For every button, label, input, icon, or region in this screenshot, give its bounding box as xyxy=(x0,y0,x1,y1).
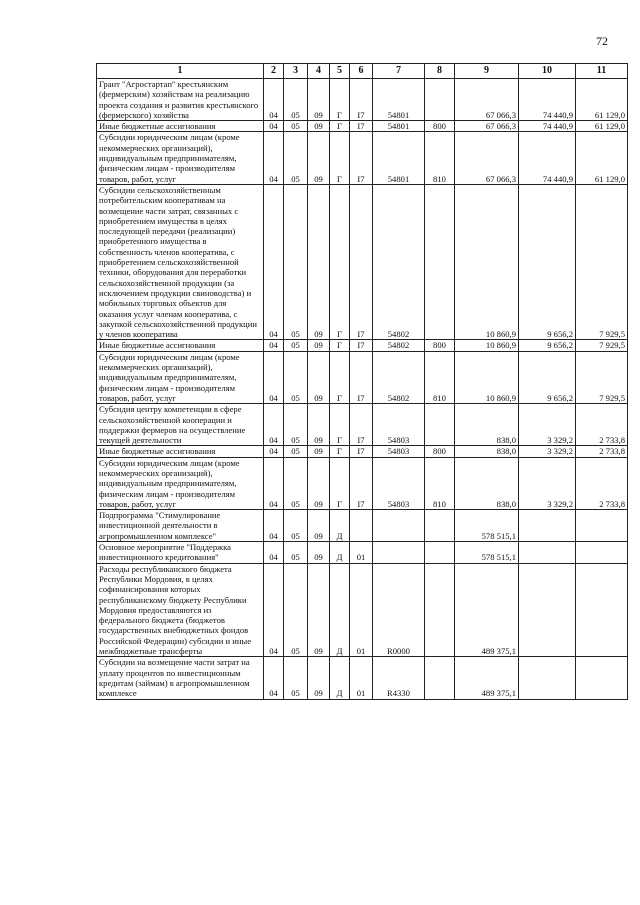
cell-code: Г xyxy=(330,121,350,132)
budget-table xyxy=(96,63,628,700)
cell-code: 54803 xyxy=(373,404,425,446)
cell-amount: 7 929,5 xyxy=(576,340,628,351)
cell-code: 09 xyxy=(308,351,330,403)
cell-amount: 61 129,0 xyxy=(576,79,628,121)
cell-code: 09 xyxy=(308,184,330,339)
column-header: 6 xyxy=(350,64,373,79)
cell-amount: 74 440,9 xyxy=(519,132,576,184)
cell-code xyxy=(425,542,455,564)
table-row xyxy=(97,563,628,657)
column-header: 11 xyxy=(576,64,628,79)
column-header: 1 xyxy=(97,64,264,79)
cell-code: 54803 xyxy=(373,446,425,457)
cell-amount: 3 329,2 xyxy=(519,404,576,446)
cell-code: I7 xyxy=(350,79,373,121)
cell-code: 05 xyxy=(284,657,308,699)
table-row xyxy=(97,404,628,446)
cell-code: 09 xyxy=(308,121,330,132)
table-row xyxy=(97,132,628,184)
cell-amount: 838,0 xyxy=(455,446,519,457)
cell-code: 09 xyxy=(308,132,330,184)
cell-code: 05 xyxy=(284,542,308,564)
cell-amount: 9 656,2 xyxy=(519,351,576,403)
cell-code: 09 xyxy=(308,457,330,509)
cell-code: 09 xyxy=(308,657,330,699)
cell-code: 54803 xyxy=(373,457,425,509)
cell-code: 01 xyxy=(350,542,373,564)
cell-code: 04 xyxy=(264,446,284,457)
cell-code: 800 xyxy=(425,121,455,132)
cell-code: Д xyxy=(330,510,350,542)
table-row xyxy=(97,184,628,339)
cell-code: 09 xyxy=(308,404,330,446)
cell-code: Г xyxy=(330,457,350,509)
row-name: Субсидии юридическим лицам (кроме некоммерческих организаций), индивидуальным предпринимателям, физическим лицам - производителям товаров, работ, услуг xyxy=(97,132,264,184)
cell-code: 09 xyxy=(308,542,330,564)
cell-code: 05 xyxy=(284,121,308,132)
row-name: Иные бюджетные ассигнования xyxy=(97,121,264,132)
cell-code: 04 xyxy=(264,340,284,351)
cell-code: 05 xyxy=(284,340,308,351)
table-row xyxy=(97,79,628,121)
header-row xyxy=(97,64,628,79)
cell-amount: 9 656,2 xyxy=(519,340,576,351)
cell-code: 04 xyxy=(264,563,284,657)
cell-code: Г xyxy=(330,404,350,446)
cell-code: 810 xyxy=(425,351,455,403)
row-name: Иные бюджетные ассигнования xyxy=(97,340,264,351)
cell-code: 05 xyxy=(284,510,308,542)
table-row xyxy=(97,657,628,699)
cell-amount xyxy=(576,510,628,542)
table-row xyxy=(97,340,628,351)
cell-amount: 10 860,9 xyxy=(455,184,519,339)
cell-code: 09 xyxy=(308,340,330,351)
row-name: Субсидии юридическим лицам (кроме некоммерческих организаций), индивидуальным предпринимателям, физическим лицам - производителям товаров, работ, услуг xyxy=(97,457,264,509)
cell-code: 04 xyxy=(264,79,284,121)
table-row xyxy=(97,121,628,132)
cell-code: Г xyxy=(330,184,350,339)
cell-amount: 3 329,2 xyxy=(519,446,576,457)
cell-amount xyxy=(519,657,576,699)
cell-amount: 10 860,9 xyxy=(455,340,519,351)
cell-code: R0000 xyxy=(373,563,425,657)
cell-code: 04 xyxy=(264,404,284,446)
cell-code: I7 xyxy=(350,404,373,446)
cell-amount xyxy=(519,542,576,564)
table-row xyxy=(97,510,628,542)
row-name: Субсидии на возмещение части затрат на уплату процентов по инвестиционным кредитам (займам) в агропромышленном комплексе xyxy=(97,657,264,699)
cell-code xyxy=(425,563,455,657)
cell-amount xyxy=(519,510,576,542)
cell-code: 800 xyxy=(425,446,455,457)
cell-code: 54801 xyxy=(373,121,425,132)
column-header: 4 xyxy=(308,64,330,79)
cell-code: 05 xyxy=(284,351,308,403)
cell-code: 09 xyxy=(308,446,330,457)
cell-amount: 9 656,2 xyxy=(519,184,576,339)
cell-amount: 2 733,8 xyxy=(576,404,628,446)
cell-amount: 578 515,1 xyxy=(455,542,519,564)
cell-code: 800 xyxy=(425,340,455,351)
cell-code: Г xyxy=(330,132,350,184)
cell-amount: 67 066,3 xyxy=(455,132,519,184)
cell-code xyxy=(350,510,373,542)
column-header: 2 xyxy=(264,64,284,79)
cell-amount: 61 129,0 xyxy=(576,132,628,184)
cell-amount: 61 129,0 xyxy=(576,121,628,132)
cell-code xyxy=(425,79,455,121)
cell-code: 04 xyxy=(264,542,284,564)
cell-amount: 2 733,8 xyxy=(576,457,628,509)
cell-code: Г xyxy=(330,351,350,403)
table-row xyxy=(97,351,628,403)
cell-amount: 67 066,3 xyxy=(455,121,519,132)
cell-code: 54802 xyxy=(373,351,425,403)
cell-amount: 578 515,1 xyxy=(455,510,519,542)
cell-amount: 838,0 xyxy=(455,404,519,446)
cell-code: I7 xyxy=(350,340,373,351)
cell-amount: 489 375,1 xyxy=(455,563,519,657)
cell-code: 04 xyxy=(264,510,284,542)
column-header: 8 xyxy=(425,64,455,79)
cell-code: I7 xyxy=(350,132,373,184)
row-name: Грант "Агростартап" крестьянским (фермерским) хозяйствам на реализацию проекта создания и развития крестьянского (фермерского) хозяйства xyxy=(97,79,264,121)
cell-code: 05 xyxy=(284,457,308,509)
column-header: 10 xyxy=(519,64,576,79)
cell-code: 05 xyxy=(284,404,308,446)
cell-code: Г xyxy=(330,446,350,457)
column-header: 7 xyxy=(373,64,425,79)
cell-amount: 2 733,8 xyxy=(576,446,628,457)
cell-code: Д xyxy=(330,657,350,699)
cell-code: I7 xyxy=(350,184,373,339)
row-name: Субсидии сельскохозяйственным потребительским кооперативам на возмещение части затрат, связанных с приобретением имущества в целях последующей передачи (реализации) приобретенного имущества в собственность членов кооператива, с приобретением сельскохозяйственной техники, оборудования для переработки сельскохозяйственной продукции (за исключением продукции свиноводства) и мобильных торговых объектов для оказания услуг членам кооператива, с закупкой сельскохозяйственной продукции у членов кооператива xyxy=(97,184,264,339)
cell-code: 04 xyxy=(264,457,284,509)
cell-code: Д xyxy=(330,563,350,657)
cell-amount: 7 929,5 xyxy=(576,351,628,403)
cell-code: 01 xyxy=(350,563,373,657)
cell-code: 04 xyxy=(264,351,284,403)
column-header: 9 xyxy=(455,64,519,79)
cell-code xyxy=(425,510,455,542)
row-name: Субсидии юридическим лицам (кроме некоммерческих организаций), индивидуальным предпринимателям, физическим лицам - производителям товаров, работ, услуг xyxy=(97,351,264,403)
table-row xyxy=(97,446,628,457)
cell-amount: 7 929,5 xyxy=(576,184,628,339)
cell-code: Д xyxy=(330,542,350,564)
table-row xyxy=(97,457,628,509)
cell-code: 05 xyxy=(284,132,308,184)
cell-code xyxy=(425,184,455,339)
cell-code xyxy=(425,657,455,699)
cell-code: 04 xyxy=(264,184,284,339)
cell-code xyxy=(373,510,425,542)
cell-code: 810 xyxy=(425,132,455,184)
cell-amount xyxy=(519,563,576,657)
cell-amount: 67 066,3 xyxy=(455,79,519,121)
cell-amount: 489 375,1 xyxy=(455,657,519,699)
cell-code: 01 xyxy=(350,657,373,699)
cell-code: 04 xyxy=(264,132,284,184)
column-header: 3 xyxy=(284,64,308,79)
cell-amount: 10 860,9 xyxy=(455,351,519,403)
cell-code xyxy=(373,542,425,564)
cell-code: I7 xyxy=(350,457,373,509)
cell-amount: 74 440,9 xyxy=(519,121,576,132)
row-name: Субсидия центру компетенции в сфере сельскохозяйственной кооперации и поддержки фермеров на осуществление текущей деятельности xyxy=(97,404,264,446)
cell-amount: 74 440,9 xyxy=(519,79,576,121)
row-name: Подпрограмма "Стимулирование инвестиционной деятельности в агропромышленном комплексе" xyxy=(97,510,264,542)
cell-amount xyxy=(576,542,628,564)
cell-code: 09 xyxy=(308,563,330,657)
cell-code: 54801 xyxy=(373,79,425,121)
cell-code: 05 xyxy=(284,79,308,121)
cell-code: I7 xyxy=(350,351,373,403)
cell-code: I7 xyxy=(350,121,373,132)
cell-code: Г xyxy=(330,340,350,351)
cell-code: 54802 xyxy=(373,184,425,339)
cell-code: 04 xyxy=(264,121,284,132)
row-name: Иные бюджетные ассигнования xyxy=(97,446,264,457)
cell-code: 09 xyxy=(308,510,330,542)
cell-code: 810 xyxy=(425,457,455,509)
cell-code: 05 xyxy=(284,184,308,339)
cell-code: Г xyxy=(330,79,350,121)
row-name: Расходы республиканского бюджета Республики Мордовия, в целях софинансирования которых республиканскому бюджету Республики Мордовия предоставляются из федерального бюджета (бюджетов государственных внебюджетных фондов Российской Федерации) субсидии и иные межбюджетные трансферты xyxy=(97,563,264,657)
row-name: Основное мероприятие "Поддержка инвестиционного кредитования" xyxy=(97,542,264,564)
cell-code xyxy=(425,404,455,446)
cell-code: 54802 xyxy=(373,340,425,351)
cell-code: 05 xyxy=(284,446,308,457)
cell-amount: 3 329,2 xyxy=(519,457,576,509)
cell-code: R4330 xyxy=(373,657,425,699)
table-row xyxy=(97,542,628,564)
cell-amount xyxy=(576,563,628,657)
cell-code: I7 xyxy=(350,446,373,457)
cell-code: 09 xyxy=(308,79,330,121)
cell-amount: 838,0 xyxy=(455,457,519,509)
cell-code: 05 xyxy=(284,563,308,657)
cell-amount xyxy=(576,657,628,699)
column-header: 5 xyxy=(330,64,350,79)
cell-code: 04 xyxy=(264,657,284,699)
page-number: 72 xyxy=(596,34,608,48)
cell-code: 54801 xyxy=(373,132,425,184)
